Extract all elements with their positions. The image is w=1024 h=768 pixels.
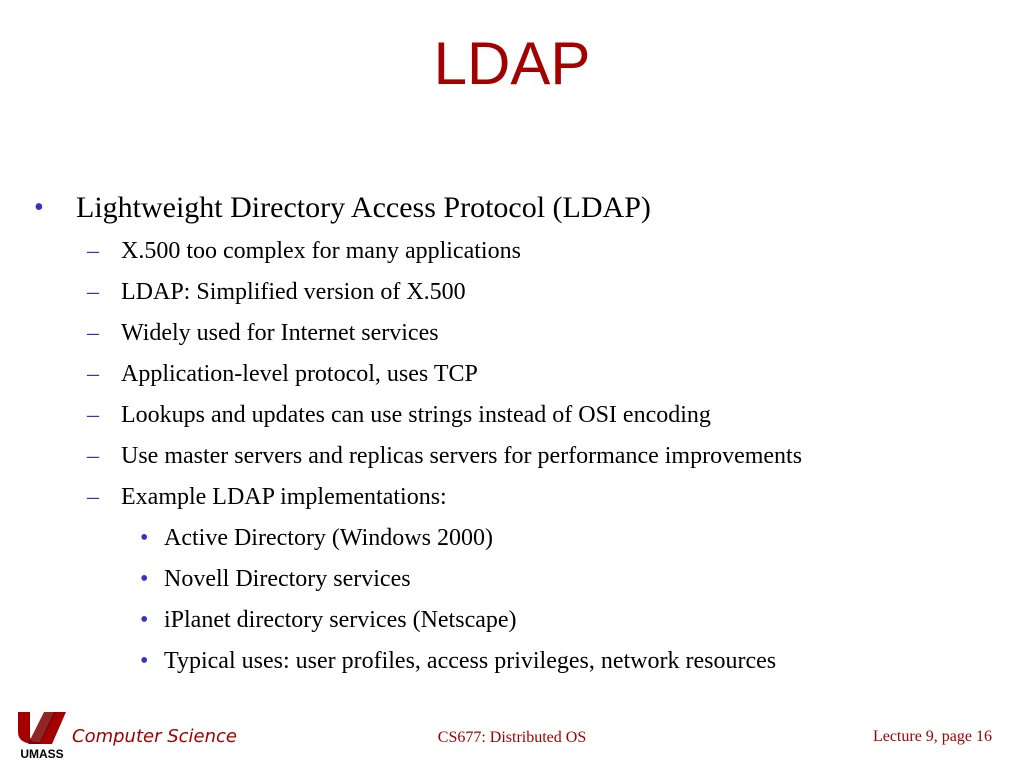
dash-marker: – xyxy=(87,361,99,387)
bullet-marker: • xyxy=(140,607,149,633)
footer-course: CS677: Distributed OS xyxy=(437,729,587,746)
sub-sub-bullet-item xyxy=(140,564,411,594)
bullet-text: X.500 too complex for many applications xyxy=(121,238,521,264)
bullet-text: iPlanet directory services (Netscape) xyxy=(164,607,517,633)
sub-bullet-item xyxy=(87,359,478,389)
bullet-text: Use master servers and replicas servers for performance improvements xyxy=(121,443,803,469)
bullet-text: Typical uses: user profiles, access privileges, network resources xyxy=(164,648,777,674)
bullet-text: Application-level protocol, uses TCP xyxy=(121,361,478,387)
dash-marker: – xyxy=(87,238,99,264)
bullet-text: Novell Directory services xyxy=(164,566,411,592)
sub-sub-bullet-item xyxy=(140,523,493,553)
umass-logo-text: UMASS xyxy=(20,747,64,760)
dash-marker: – xyxy=(87,484,99,510)
bullet-text: Active Directory (Windows 2000) xyxy=(164,525,493,551)
sub-bullet-item xyxy=(87,482,447,512)
bullet-text: Widely used for Internet services xyxy=(121,320,439,346)
bullet-text: Lookups and updates can use strings instead of OSI encoding xyxy=(121,402,711,428)
bullet-marker: • xyxy=(140,566,149,592)
sub-bullet-item xyxy=(87,441,803,471)
bullet-marker: • xyxy=(140,648,149,674)
bullet-text: Lightweight Directory Access Protocol (LDAP) xyxy=(76,191,651,224)
sub-bullet-item xyxy=(87,400,711,430)
dash-marker: – xyxy=(87,402,99,428)
bullet-marker: • xyxy=(140,525,149,551)
bullet-text: LDAP: Simplified version of X.500 xyxy=(121,279,466,305)
sub-bullet-item xyxy=(87,318,439,348)
footer-department: Computer Science xyxy=(72,726,237,747)
sub-sub-bullet-item xyxy=(140,605,517,635)
footer-page-number: Lecture 9, page 16 xyxy=(872,728,992,745)
slide-title: LDAP xyxy=(433,30,591,97)
dash-marker: – xyxy=(87,320,99,346)
dash-marker: – xyxy=(87,443,99,469)
sub-sub-bullet-item xyxy=(140,646,777,676)
bullet-item xyxy=(34,190,651,226)
dash-marker: – xyxy=(87,279,99,305)
sub-bullet-item xyxy=(87,236,521,266)
bullet-text: Example LDAP implementations: xyxy=(121,484,447,510)
bullet-marker: • xyxy=(34,192,44,223)
sub-bullet-item xyxy=(87,277,466,307)
